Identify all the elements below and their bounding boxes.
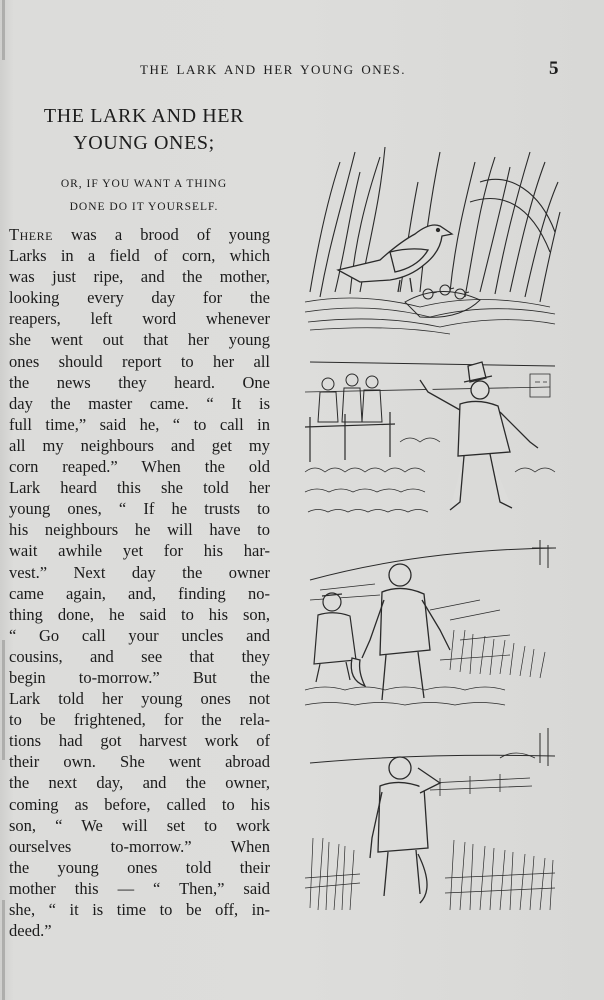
body-line: the young ones told their xyxy=(9,857,270,877)
title-line: THE LARK AND HER xyxy=(43,105,245,127)
body-line: ourselves to-morrow.” When xyxy=(9,836,270,856)
body-line: to be frightened, for the rela- xyxy=(9,710,270,730)
story-subtitle xyxy=(10,173,278,219)
body-line: was just ripe, and the mother, xyxy=(9,267,270,287)
body-line-text: was a brood of young xyxy=(52,225,270,244)
body-line: vest.” Next day the owner xyxy=(9,562,270,582)
body-line: their own. She went abroad xyxy=(9,752,270,772)
body-line: “ Go call your uncles and xyxy=(9,625,270,645)
body-line: full time,” said he, “ to call in xyxy=(9,414,270,434)
body-line: corn reaped.” When the old xyxy=(9,457,270,477)
body-line: reapers, left word whenever xyxy=(9,309,270,329)
body-line: the next day, and the owner, xyxy=(9,773,270,793)
body-line: Larks in a field of corn, which xyxy=(9,246,270,266)
drop-word: There xyxy=(9,225,53,244)
illustration-lark-nest xyxy=(300,142,562,337)
illustration-farmer-and-son xyxy=(300,540,562,718)
body-line: young ones, “ If he trusts to xyxy=(9,499,270,519)
body-line: cousins, and see that they xyxy=(9,646,270,666)
body-line: begin to-morrow.” But the xyxy=(9,667,270,687)
story-body xyxy=(9,224,270,941)
title-line: YOUNG ONES; xyxy=(73,132,215,154)
body-line: Lark heard this she told her xyxy=(9,478,270,498)
body-line: mother this — “ Then,” said xyxy=(9,878,270,898)
subtitle-line: DONE DO IT YOURSELF. xyxy=(69,201,219,213)
page-edge-mark xyxy=(2,640,5,760)
body-line: his neighbours he will have to xyxy=(9,520,270,540)
body-line: coming as before, called to his xyxy=(9,794,270,814)
body-line: tions had got harvest work of xyxy=(9,731,270,751)
body-line: came again, and, finding no- xyxy=(9,583,270,603)
body-line: she, “ it is time to be off, in- xyxy=(9,900,270,919)
illustration-farmer-reaping xyxy=(300,728,562,918)
body-line: thing done, he said to his son, xyxy=(9,604,270,624)
body-line: son, “ We will set to work xyxy=(9,815,270,835)
body-line: looking every day for the xyxy=(9,288,270,308)
body-line: deed.” xyxy=(9,921,52,941)
body-line: Lark told her young ones not xyxy=(9,689,270,709)
story-title xyxy=(8,103,280,157)
body-line: ones should report to her all xyxy=(9,351,270,371)
illustration-master-in-field xyxy=(300,352,562,527)
body-line: she went out that her young xyxy=(9,330,270,350)
body-line: wait awhile yet for his har- xyxy=(9,541,270,561)
page-edge-mark xyxy=(2,0,5,60)
body-line: the news they heard. One xyxy=(9,372,270,392)
body-line: day the master came. “ It is xyxy=(9,393,270,413)
body-line: all my neighbours and get my xyxy=(9,435,270,455)
subtitle-line: OR, IF YOU WANT A THING xyxy=(60,178,228,190)
page-number: 5 xyxy=(549,58,559,79)
page-edge-mark xyxy=(2,900,5,1000)
body-line xyxy=(9,224,270,245)
running-head: THE LARK AND HER YOUNG ONES. xyxy=(140,62,407,77)
